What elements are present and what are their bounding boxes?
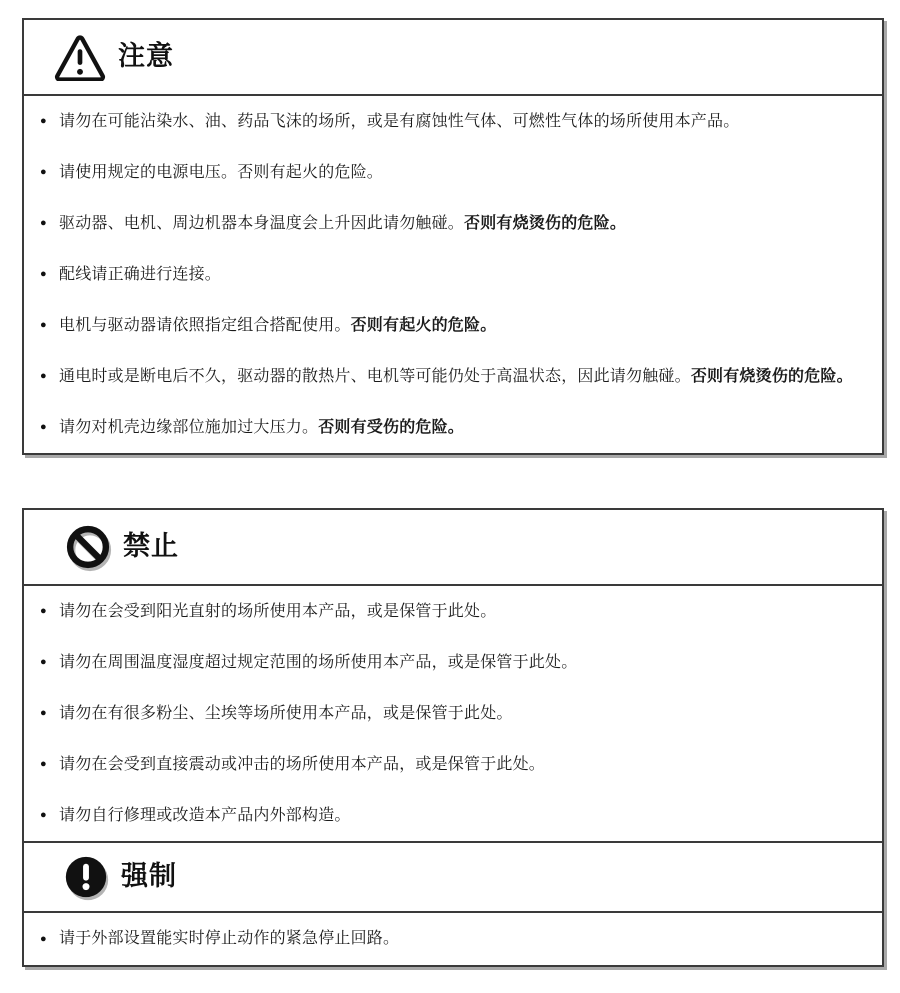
list-item: [24, 586, 882, 637]
bullet-icon: ●: [40, 166, 47, 178]
item-text: 请勿在会受到直接震动或冲击的场所使用本产品，或是保管于此处。: [59, 755, 546, 773]
item-text: 请使用规定的电源电压。否则有起火的危险。: [59, 163, 384, 181]
item-text: 驱动器、电机、周边机器本身温度会上升因此请勿触碰。否则有烧烫伤的危险。: [59, 214, 627, 232]
item-text: 请于外部设置能实时停止动作的紧急停止回路。: [59, 930, 400, 947]
bullet-icon: ●: [40, 932, 47, 945]
list-item: [24, 402, 882, 453]
caution-list: [24, 96, 882, 453]
item-text: 请勿自行修理或改造本产品内外部构造。: [59, 806, 351, 824]
warning-triangle-icon: [54, 34, 106, 81]
list-item: [24, 96, 882, 147]
bullet-icon: ●: [40, 370, 47, 382]
mandatory-icon: [64, 855, 108, 899]
item-text: 配线请正确进行连接。: [59, 265, 222, 283]
prohibition-icon: [66, 525, 110, 569]
bullet-icon: ●: [40, 268, 47, 280]
prohibition-mandatory-section: [22, 508, 884, 967]
item-text: 请勿在可能沾染水、油、药品飞沫的场所，或是有腐蚀性气体、可燃性气体的场所使用本产品。: [59, 112, 740, 130]
bullet-icon: ●: [40, 758, 47, 770]
list-item: [24, 300, 882, 351]
mandatory-title: 强制: [121, 860, 177, 891]
list-item: [24, 739, 882, 790]
list-item: [24, 688, 882, 739]
bullet-icon: ●: [40, 115, 47, 127]
item-text: 请勿对机壳边缘部位施加过大压力。否则有受伤的危险。: [59, 418, 465, 436]
mandatory-list: [24, 913, 882, 965]
caution-header: [24, 20, 882, 96]
list-item: [24, 790, 882, 841]
bullet-icon: ●: [40, 319, 47, 331]
item-text: 请勿在会受到阳光直射的场所使用本产品，或是保管于此处。: [59, 602, 497, 620]
bullet-icon: ●: [40, 809, 47, 821]
item-text: 电机与驱动器请依照指定组合搭配使用。否则有起火的危险。: [59, 316, 497, 334]
bullet-icon: ●: [40, 707, 47, 719]
list-item: [24, 249, 882, 300]
list-item: [24, 913, 882, 965]
caution-section: [22, 18, 884, 455]
list-item: [24, 198, 882, 249]
item-text: 请勿在周围温度湿度超过规定范围的场所使用本产品，或是保管于此处。: [59, 653, 578, 671]
list-item: [24, 147, 882, 198]
prohibition-list: [24, 586, 882, 841]
item-text: 通电时或是断电后不久，驱动器的散热片、电机等可能仍处于高温状态，因此请勿触碰。否则有烧烫伤的危险。: [59, 367, 853, 385]
mandatory-header: [24, 841, 882, 913]
bullet-icon: ●: [40, 656, 47, 668]
prohibition-title: 禁止: [123, 530, 179, 561]
prohibition-header: [24, 510, 882, 586]
item-text: 请勿在有很多粉尘、尘埃等场所使用本产品，或是保管于此处。: [59, 704, 513, 722]
bullet-icon: ●: [40, 217, 47, 229]
caution-title: 注意: [118, 40, 174, 71]
list-item: [24, 637, 882, 688]
list-item: [24, 351, 882, 402]
bullet-icon: ●: [40, 605, 47, 617]
bullet-icon: ●: [40, 421, 47, 433]
